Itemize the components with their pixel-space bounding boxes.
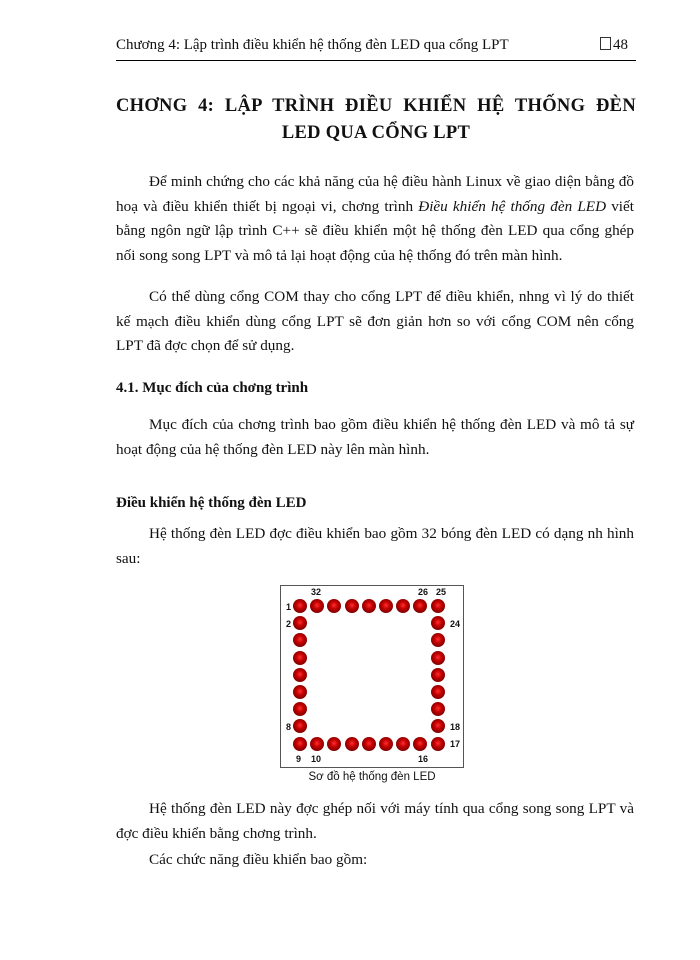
- program-name: Điều khiển hệ thống đèn LED: [418, 197, 607, 215]
- chapter-title: [116, 93, 636, 147]
- intro-text-b: viết bằng ngôn ngữ lập trình C++ sẽ điều khiển một hệ thống đèn LED qua cổng ghép nối song song LPT và mô tả lại hoạt động của hệ thống đó trên màn hình.: [116, 197, 634, 264]
- label-1: 1: [286, 602, 292, 612]
- header-title: Chương 4: Lập trình điều khiển hệ thống đèn LED qua cổng LPT: [116, 37, 509, 53]
- led-bulb: [345, 599, 359, 613]
- led-bulb: [431, 599, 445, 613]
- label-26: 26: [418, 587, 429, 597]
- led-bulb: [293, 702, 307, 716]
- led-bulb: [362, 599, 376, 613]
- led-bulb: [327, 737, 341, 751]
- led-bulb: [413, 599, 427, 613]
- led-bulb: [293, 616, 307, 630]
- led-bulb: [396, 737, 410, 751]
- led-bulb: [345, 737, 359, 751]
- led-bulb: [431, 616, 445, 630]
- intro-paragraph-2: Có thể dùng cổng COM thay cho cổng LPT để điều khiển, nhng vì lý do thiết kế mạch điều khiển dùng cổng LPT sẽ đơn giản hơn so với cổng COM nên cổng LPT đã đợc chọn để sử dụng.: [116, 288, 634, 354]
- page-number-text: 48: [613, 37, 628, 53]
- led-bulb: [431, 719, 445, 733]
- label-2: 2: [286, 619, 292, 629]
- intro-paragraph-1: [116, 170, 634, 268]
- label-32: 32: [311, 587, 322, 597]
- label-10: 10: [311, 754, 322, 764]
- led-bulb: [413, 737, 427, 751]
- intro-text-a: Để minh chứng cho các khả năng của hệ điều hành Linux về giao diện bằng đồ hoạ và điều khiển thiết bị ngoại vi, chơng trình: [116, 173, 634, 215]
- led-bulb: [431, 737, 445, 751]
- led-bulb: [431, 668, 445, 682]
- led-bulb: [293, 719, 307, 733]
- led-bulb: [431, 702, 445, 716]
- page-number: [600, 37, 628, 54]
- led-bulb: [293, 668, 307, 682]
- label-9: 9: [296, 754, 302, 764]
- led-bulb: [293, 685, 307, 699]
- section-heading-4-1: 4.1. Mục đích của chơng trình: [116, 380, 309, 396]
- label-17: 17: [450, 739, 461, 749]
- header-rule: [116, 60, 636, 61]
- led-bulb: [293, 599, 307, 613]
- led-bulb: [362, 737, 376, 751]
- led-diagram: [280, 585, 464, 768]
- led-bulb: [293, 633, 307, 647]
- led-bulb: [293, 651, 307, 665]
- page-icon: [600, 37, 611, 50]
- chapter-title-line2: LED QUA CỔNG LPT: [281, 123, 471, 143]
- label-18: 18: [450, 722, 461, 732]
- figure-caption: Sơ đồ hệ thống đèn LED: [308, 771, 436, 783]
- led-control-text: Hệ thống đèn LED đợc điều khiển bao gồm 32 bóng đèn LED có dạng nh hình sau:: [116, 525, 634, 567]
- led-bulb: [431, 685, 445, 699]
- led-bulb: [310, 737, 324, 751]
- label-24: 24: [450, 619, 461, 629]
- led-bulb: [293, 737, 307, 751]
- led-bulb: [310, 599, 324, 613]
- led-bulb: [327, 599, 341, 613]
- section-4-1-text: Mục đích của chơng trình bao gồm điều khiển hệ thống đèn LED và mô tả sự hoạt động của hệ thống đèn LED này lên màn hình.: [116, 416, 634, 458]
- label-8: 8: [286, 722, 292, 732]
- led-bulb: [431, 651, 445, 665]
- label-25: 25: [436, 587, 447, 597]
- led-bulb: [431, 633, 445, 647]
- page-header: [116, 37, 634, 61]
- label-16: 16: [418, 754, 429, 764]
- led-bulb: [379, 737, 393, 751]
- chapter-title-line1: CHƠNG 4: LẬP TRÌNH ĐIỀU KHIỂN HỆ THỐNG ĐÈN: [116, 96, 636, 116]
- after-figure-paragraph-2: Các chức năng điều khiển bao gồm:: [149, 851, 368, 868]
- led-bulb: [396, 599, 410, 613]
- after-figure-paragraph-1: Hệ thống đèn LED này đợc ghép nối với máy tính qua cổng song song LPT và đợc điều khiển bằng chơng trình.: [116, 800, 634, 842]
- led-bulb: [379, 599, 393, 613]
- led-control-heading: Điều khiển hệ thống đèn LED: [116, 495, 307, 511]
